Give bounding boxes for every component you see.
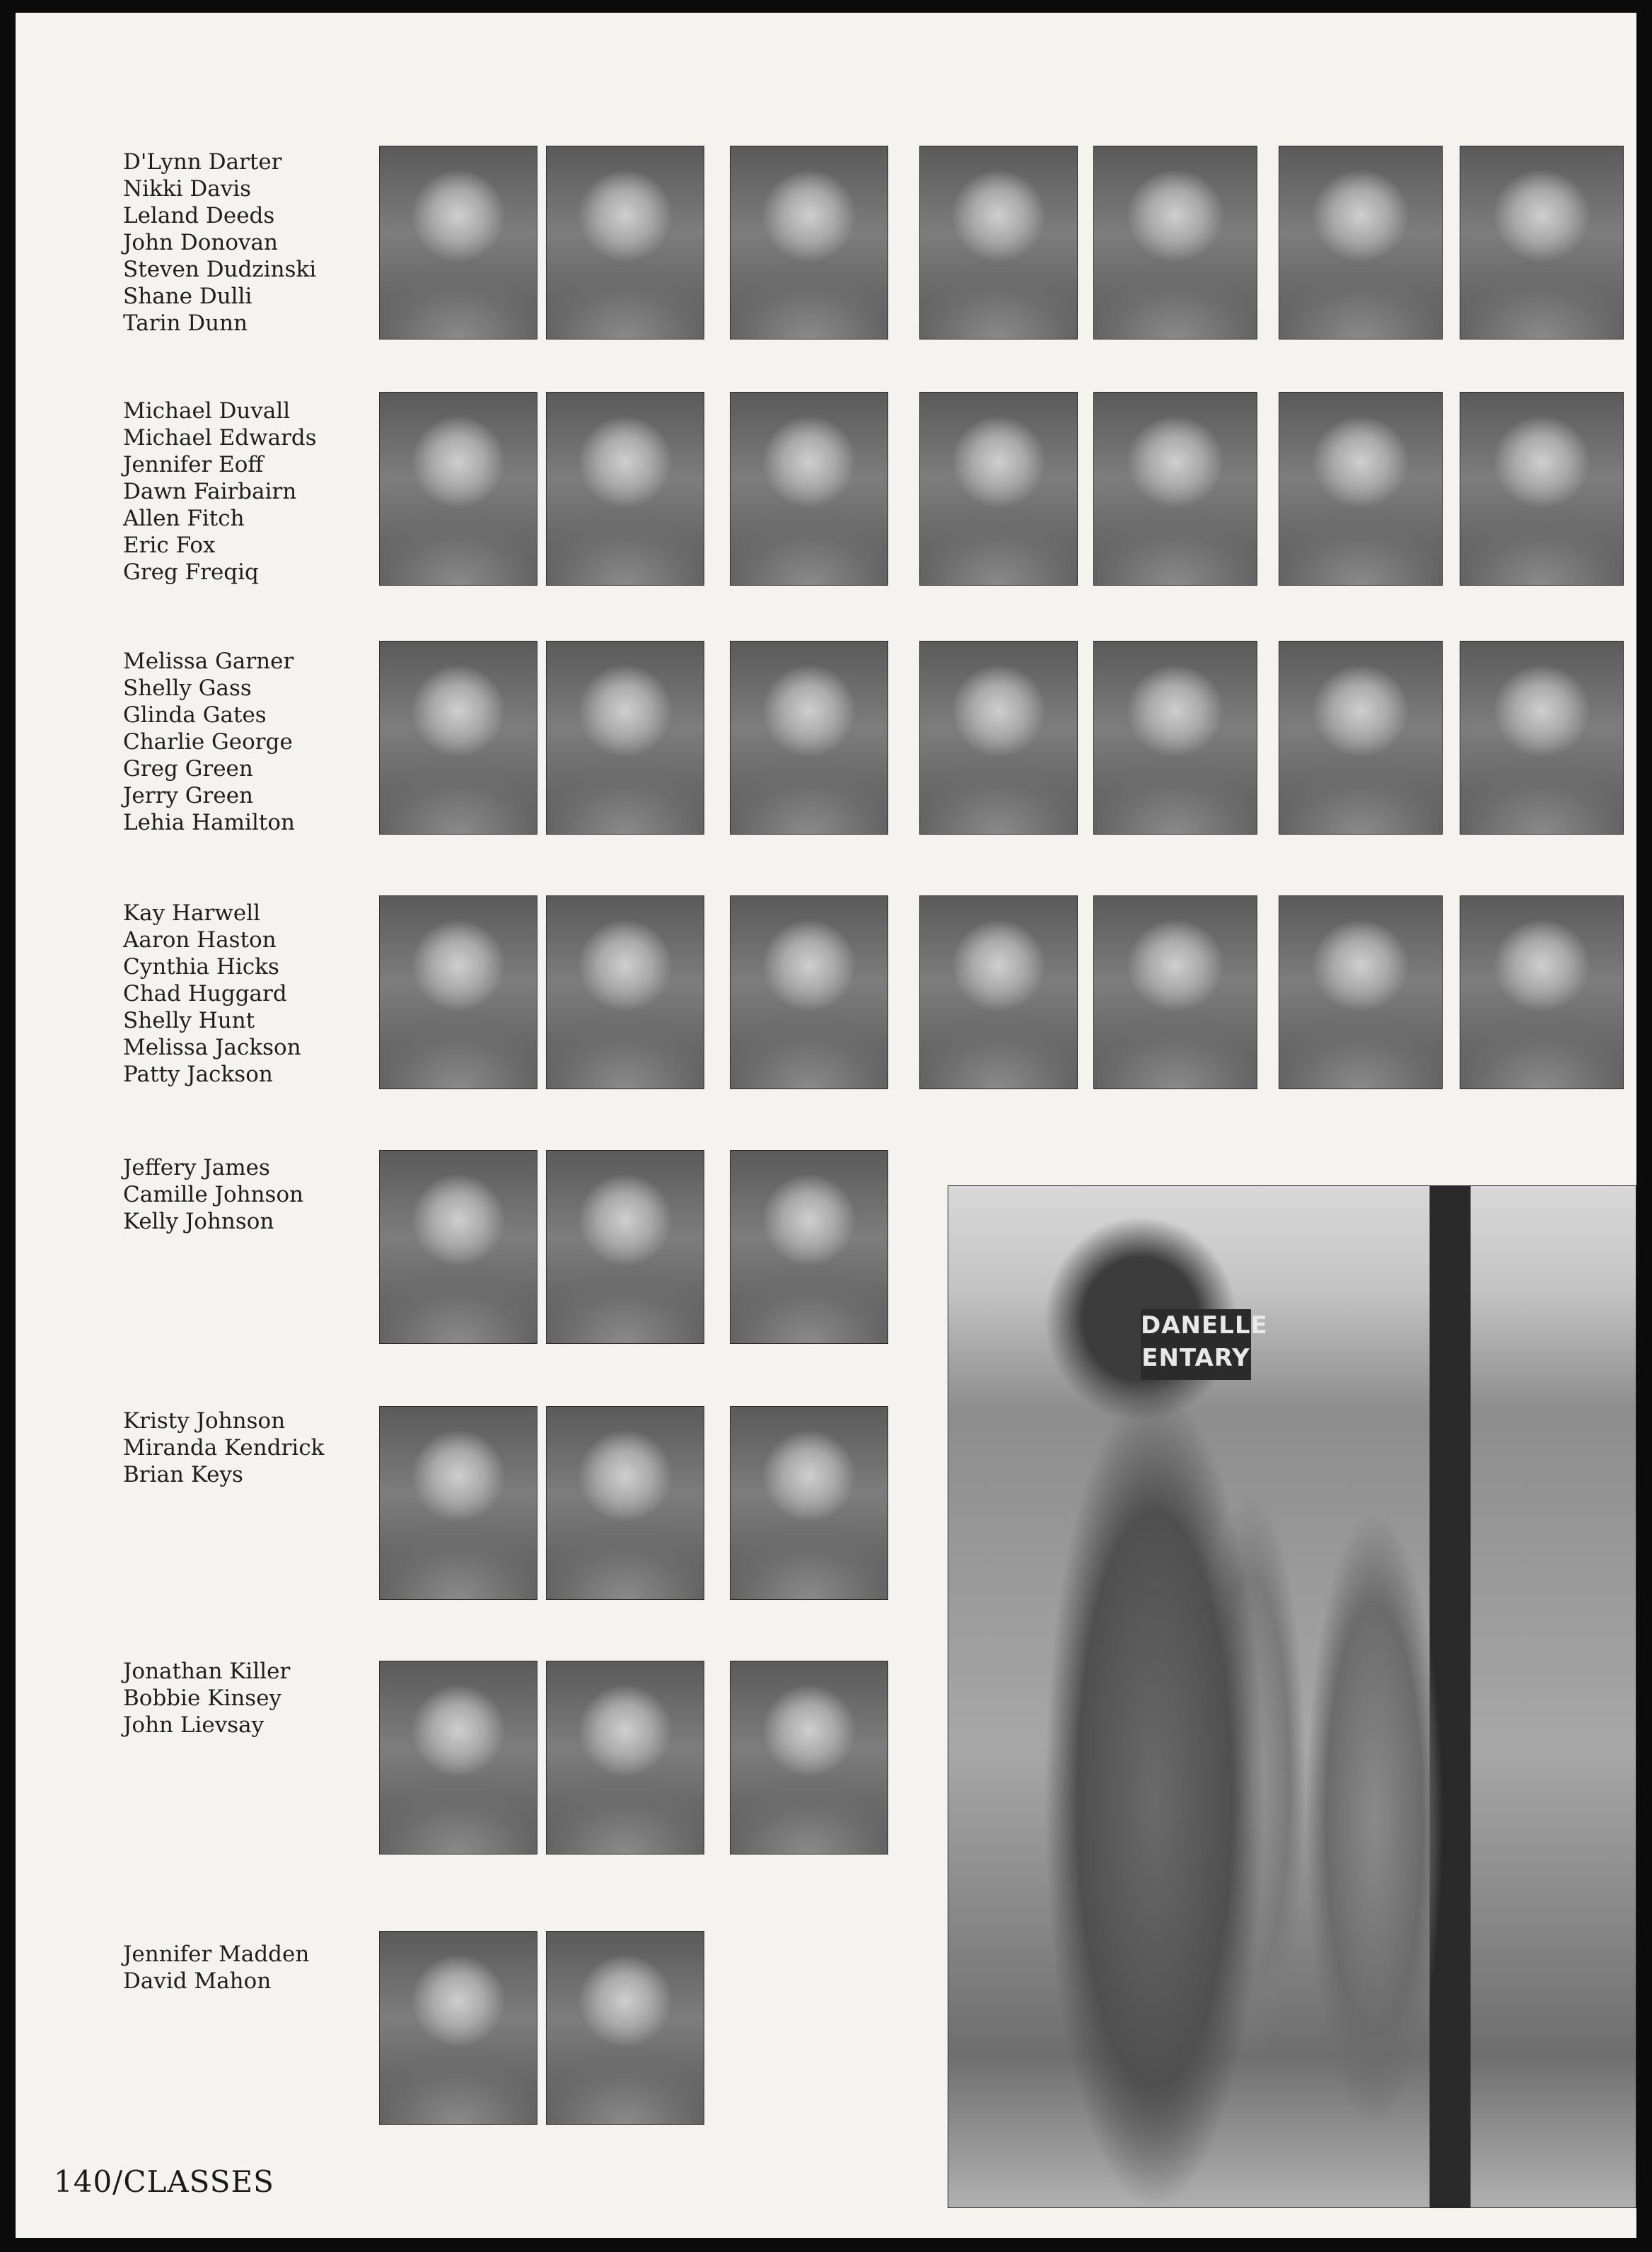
- student-portrait: [379, 1150, 537, 1344]
- student-name: Aaron Haston: [123, 927, 277, 953]
- student-name: Jennifer Eoff: [123, 452, 264, 477]
- student-portrait: [1279, 895, 1443, 1089]
- student-portrait: [546, 392, 704, 586]
- student-name: Michael Duvall: [123, 398, 291, 424]
- student-name: Bobbie Kinsey: [123, 1685, 282, 1711]
- student-portrait: [546, 641, 704, 835]
- student-name: Brian Keys: [123, 1462, 243, 1487]
- student-name: Nikki Davis: [123, 176, 252, 202]
- student-portrait: [1460, 392, 1624, 586]
- student-portrait: [1093, 146, 1257, 339]
- student-name: Miranda Kendrick: [123, 1435, 325, 1461]
- student-portrait: [379, 895, 537, 1089]
- names-group-6: [123, 1408, 324, 1488]
- student-portrait: [730, 1661, 888, 1855]
- student-name: Leland Deeds: [123, 203, 275, 228]
- student-name: Eric Fox: [123, 533, 216, 558]
- student-name: Chad Huggard: [123, 981, 287, 1006]
- names-group-8: [123, 1941, 309, 1995]
- student-portrait: [379, 146, 537, 339]
- names-group-3: [123, 648, 295, 836]
- student-name: Michael Edwards: [123, 425, 317, 451]
- names-group-7: [123, 1658, 290, 1739]
- student-portrait: [1460, 641, 1624, 835]
- student-name: John Lievsay: [123, 1712, 264, 1738]
- school-sign: [1141, 1309, 1268, 1380]
- student-portrait: [919, 392, 1078, 586]
- student-portrait: [1460, 146, 1624, 339]
- student-name: Camille Johnson: [123, 1182, 304, 1207]
- student-portrait: [1093, 392, 1257, 586]
- student-name: Steven Dudzinski: [123, 257, 317, 282]
- names-group-2: [123, 397, 317, 586]
- student-name: John Donovan: [123, 230, 278, 255]
- student-portrait: [1093, 895, 1257, 1089]
- student-name: Allen Fitch: [123, 506, 245, 531]
- student-name: Glinda Gates: [123, 702, 267, 728]
- student-name: Charlie George: [123, 729, 293, 755]
- student-name: D'Lynn Darter: [123, 149, 282, 175]
- student-portrait: [730, 392, 888, 586]
- student-portrait: [546, 1931, 704, 2125]
- student-portrait: [730, 641, 888, 835]
- student-name: Melissa Jackson: [123, 1035, 301, 1060]
- student-portrait: [379, 1661, 537, 1855]
- student-name: Greg Freqiq: [123, 559, 259, 585]
- student-portrait: [379, 1406, 537, 1600]
- student-portrait: [730, 1406, 888, 1600]
- student-portrait: [730, 146, 888, 339]
- names-group-1: [123, 149, 316, 337]
- yearbook-page: [16, 13, 1636, 2238]
- page-footer: 140/CLASSES: [54, 2164, 274, 2199]
- student-name: Patty Jackson: [123, 1062, 273, 1087]
- student-name: Shelly Gass: [123, 675, 252, 701]
- student-name: Kelly Johnson: [123, 1209, 274, 1234]
- student-name: Lehia Hamilton: [123, 810, 295, 835]
- student-name: Melissa Garner: [123, 649, 294, 674]
- student-portrait: [379, 641, 537, 835]
- student-name: Shane Dulli: [123, 284, 252, 309]
- student-portrait: [730, 895, 888, 1089]
- student-name: Jonathan Killer: [123, 1659, 291, 1684]
- student-name: Cynthia Hicks: [123, 954, 279, 980]
- sign-line: DANELLE: [1141, 1311, 1268, 1340]
- student-portrait: [1279, 146, 1443, 339]
- student-name: Dawn Fairbairn: [123, 479, 297, 504]
- student-portrait: [730, 1150, 888, 1344]
- student-portrait: [379, 1931, 537, 2125]
- student-portrait: [546, 1150, 704, 1344]
- student-name: Greg Green: [123, 756, 253, 782]
- names-group-5: [123, 1154, 303, 1235]
- student-name: David Mahon: [123, 1968, 272, 1994]
- student-name: Kay Harwell: [123, 900, 261, 926]
- student-name: Jerry Green: [123, 783, 254, 808]
- student-portrait: [919, 641, 1078, 835]
- student-portrait: [546, 895, 704, 1089]
- sign-line: ENTARY: [1141, 1344, 1250, 1372]
- student-portrait: [1279, 641, 1443, 835]
- student-portrait: [546, 146, 704, 339]
- names-group-4: [123, 900, 301, 1088]
- student-portrait: [379, 392, 537, 586]
- student-name: Tarin Dunn: [123, 310, 248, 336]
- student-portrait: [919, 895, 1078, 1089]
- student-portrait: [546, 1406, 704, 1600]
- student-name: Shelly Hunt: [123, 1008, 255, 1033]
- student-portrait: [1460, 895, 1624, 1089]
- candid-photo: [948, 1185, 1636, 2208]
- student-name: Jeffery James: [123, 1155, 270, 1180]
- student-name: Jennifer Madden: [123, 1942, 310, 1967]
- student-name: Kristy Johnson: [123, 1408, 286, 1434]
- student-portrait: [546, 1661, 704, 1855]
- student-portrait: [919, 146, 1078, 339]
- student-portrait: [1093, 641, 1257, 835]
- student-portrait: [1279, 392, 1443, 586]
